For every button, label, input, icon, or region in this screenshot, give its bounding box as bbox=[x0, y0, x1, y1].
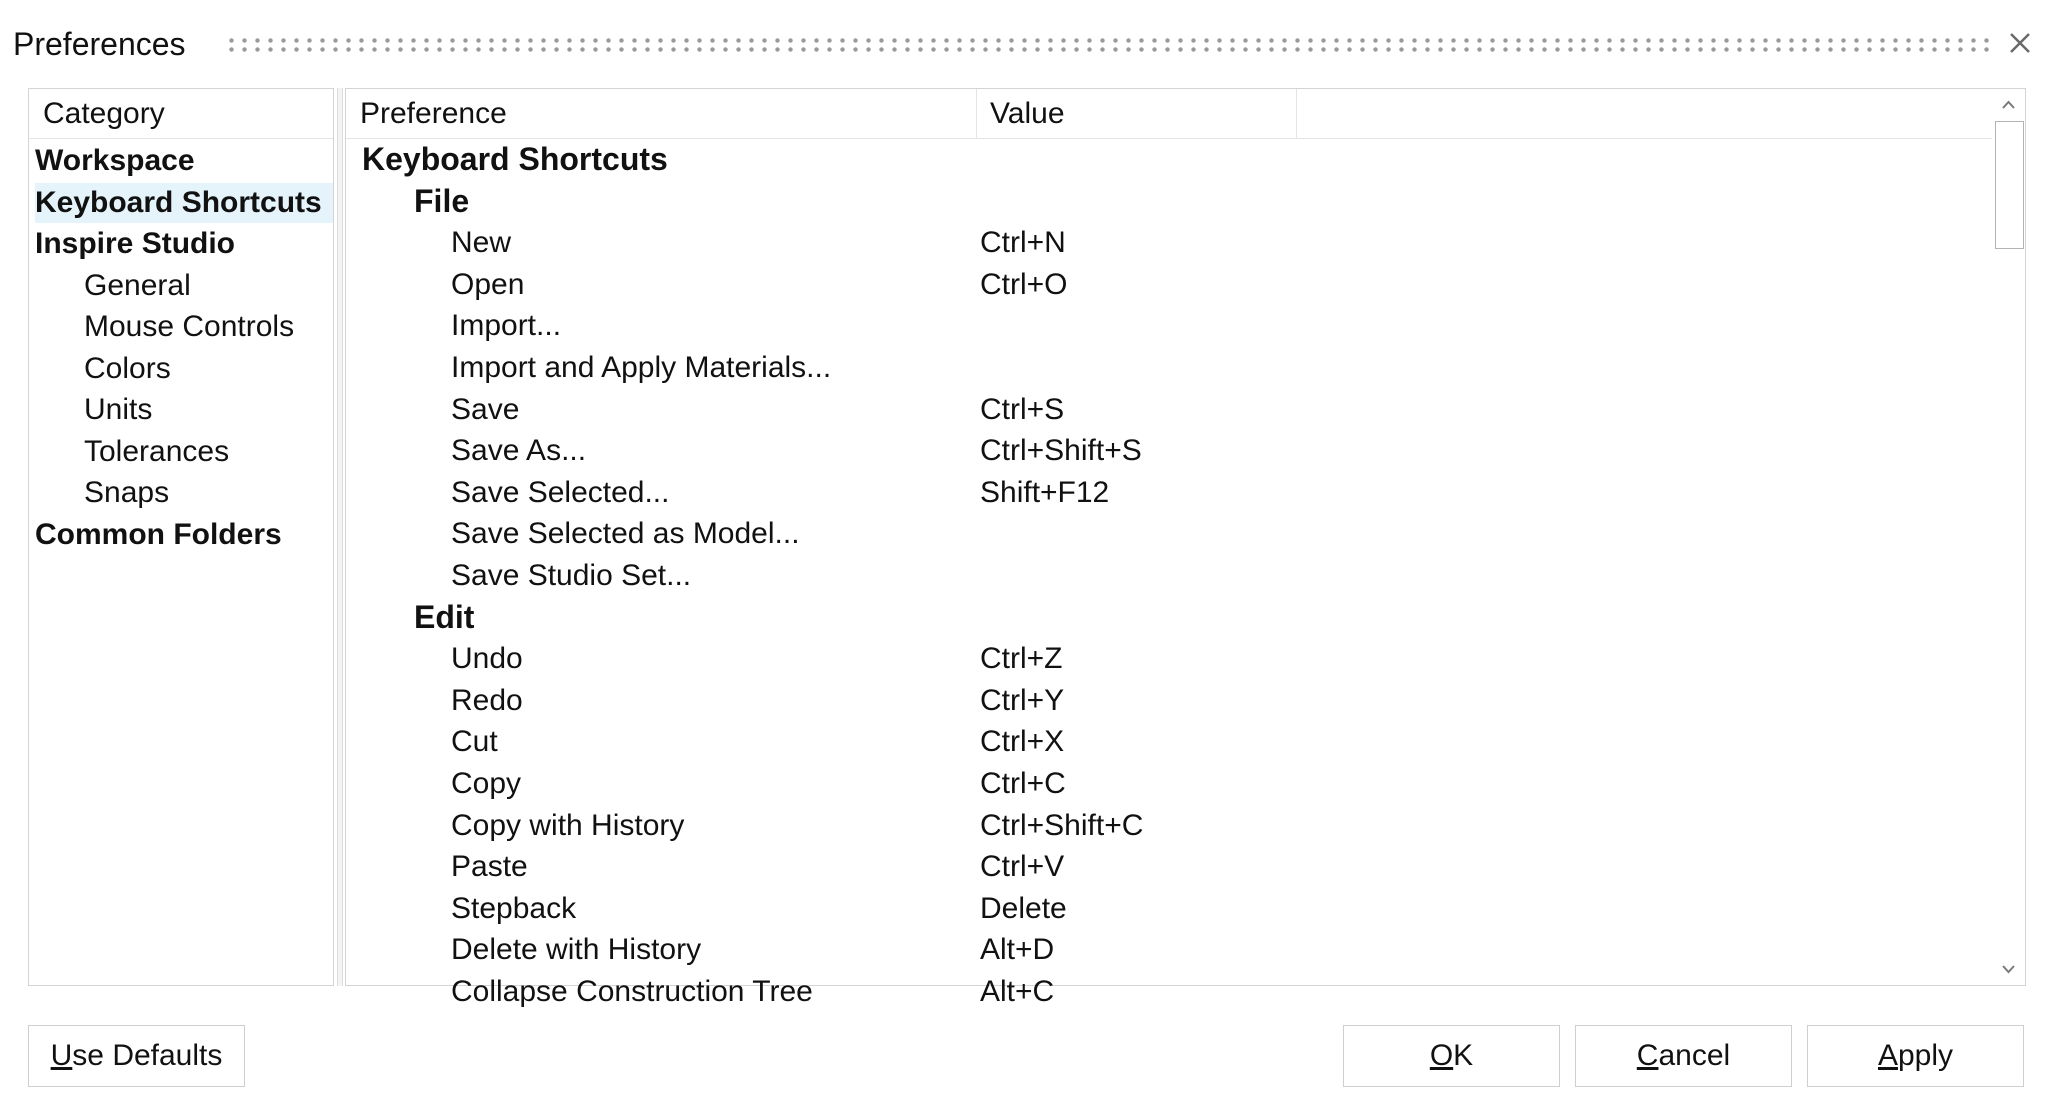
column-header-preference[interactable]: Preference bbox=[346, 89, 977, 138]
shortcut-value[interactable]: Ctrl+Shift+S bbox=[980, 434, 1142, 467]
ok-label: K bbox=[1453, 1039, 1474, 1072]
category-item-inspire-studio[interactable]: Inspire Studio bbox=[35, 227, 236, 260]
cancel-button[interactable] bbox=[1575, 1025, 1792, 1087]
preference-row[interactable] bbox=[346, 805, 1994, 846]
preference-row[interactable] bbox=[346, 638, 1994, 679]
category-item-colors[interactable]: Colors bbox=[84, 352, 171, 385]
preference-row[interactable] bbox=[346, 555, 1994, 596]
use-defaults-label: se Defaults bbox=[72, 1039, 223, 1072]
preference-name: Save Selected... bbox=[451, 476, 670, 509]
preference-row[interactable] bbox=[346, 347, 1994, 388]
category-item-common-folders[interactable]: Common Folders bbox=[35, 518, 282, 551]
category-item-snaps[interactable]: Snaps bbox=[84, 476, 170, 509]
preference-name: Collapse Construction Tree bbox=[451, 975, 813, 1008]
preference-name: Delete with History bbox=[451, 933, 702, 966]
panel-splitter[interactable] bbox=[337, 88, 343, 986]
preference-row[interactable] bbox=[346, 721, 1994, 762]
window-title: Preferences bbox=[13, 26, 186, 62]
preference-name: Redo bbox=[451, 684, 523, 717]
preference-name: Open bbox=[451, 268, 525, 301]
ok-mnemonic: O bbox=[1429, 1039, 1454, 1072]
shortcut-value[interactable]: Alt+C bbox=[980, 975, 1055, 1008]
preference-row[interactable] bbox=[346, 763, 1994, 804]
shortcut-value[interactable]: Ctrl+N bbox=[980, 226, 1066, 259]
shortcut-value[interactable]: Ctrl+Z bbox=[980, 642, 1063, 675]
cancel-label: ancel bbox=[1658, 1039, 1731, 1072]
preference-row[interactable] bbox=[346, 472, 1994, 513]
preference-panel bbox=[345, 88, 2026, 1008]
preference-name: Save bbox=[451, 393, 520, 426]
preference-name: Copy with History bbox=[451, 809, 685, 842]
preference-row[interactable] bbox=[346, 929, 1994, 970]
scroll-up-button[interactable] bbox=[1992, 89, 2025, 119]
preference-name: Save Studio Set... bbox=[451, 559, 692, 592]
shortcut-value[interactable]: Ctrl+O bbox=[980, 268, 1068, 301]
chevron-down-icon bbox=[1992, 955, 2025, 985]
preference-row[interactable] bbox=[346, 971, 1994, 1012]
shortcut-value[interactable]: Ctrl+X bbox=[980, 725, 1065, 758]
shortcut-value[interactable]: Shift+F12 bbox=[980, 476, 1110, 509]
shortcut-value[interactable]: Delete bbox=[980, 892, 1067, 925]
category-item-mouse-controls[interactable]: Mouse Controls bbox=[84, 310, 295, 343]
preference-row[interactable] bbox=[346, 430, 1994, 471]
preference-name: Import and Apply Materials... bbox=[451, 351, 832, 384]
ok-button[interactable] bbox=[1343, 1025, 1560, 1087]
preference-name: New bbox=[451, 226, 512, 259]
preference-name: Import... bbox=[451, 309, 562, 342]
close-button[interactable] bbox=[2003, 24, 2043, 64]
shortcut-value[interactable]: Alt+D bbox=[980, 933, 1055, 966]
apply-button[interactable] bbox=[1807, 1025, 2024, 1087]
preference-section-row[interactable] bbox=[346, 139, 1994, 180]
apply-mnemonic: A bbox=[1877, 1039, 1898, 1072]
preference-group-row[interactable] bbox=[346, 181, 1994, 222]
use-defaults-mnemonic: U bbox=[50, 1039, 73, 1072]
preference-name: Undo bbox=[451, 642, 523, 675]
preference-heading: Edit bbox=[414, 599, 475, 635]
drag-grip[interactable] bbox=[225, 36, 1995, 54]
preference-row[interactable] bbox=[346, 513, 1994, 554]
cancel-mnemonic: C bbox=[1636, 1039, 1659, 1072]
preference-row[interactable] bbox=[346, 389, 1994, 430]
category-item-units[interactable]: Units bbox=[84, 393, 153, 426]
preference-row[interactable] bbox=[346, 680, 1994, 721]
preference-heading: Keyboard Shortcuts bbox=[362, 141, 668, 177]
shortcut-value[interactable]: Ctrl+Y bbox=[980, 684, 1065, 717]
category-header bbox=[29, 89, 333, 139]
preference-name: Cut bbox=[451, 725, 498, 758]
preference-name: Paste bbox=[451, 850, 528, 883]
preference-row[interactable] bbox=[346, 305, 1994, 346]
preference-group-row[interactable] bbox=[346, 597, 1994, 638]
vertical-scrollbar[interactable] bbox=[1992, 89, 2025, 985]
close-icon bbox=[2003, 24, 2043, 64]
preference-name: Stepback bbox=[451, 892, 577, 925]
use-defaults-button[interactable] bbox=[28, 1025, 245, 1087]
category-header-label: Category bbox=[43, 97, 165, 130]
scroll-down-button[interactable] bbox=[1992, 955, 2025, 985]
category-item-workspace[interactable]: Workspace bbox=[35, 144, 195, 177]
chevron-up-icon bbox=[1992, 89, 2025, 119]
preference-row[interactable] bbox=[346, 222, 1994, 263]
shortcut-value[interactable]: Ctrl+Shift+C bbox=[980, 809, 1144, 842]
shortcut-value[interactable]: Ctrl+C bbox=[980, 767, 1066, 800]
preference-name: Copy bbox=[451, 767, 522, 800]
preference-table-body bbox=[346, 139, 1994, 1008]
title-bar[interactable] bbox=[0, 0, 2051, 90]
preference-heading: File bbox=[414, 183, 470, 219]
preference-name: Save As... bbox=[451, 434, 587, 467]
category-item-keyboard-shortcuts[interactable]: Keyboard Shortcuts bbox=[35, 183, 333, 223]
scroll-thumb[interactable] bbox=[1995, 121, 2024, 249]
preference-row[interactable] bbox=[346, 846, 1994, 887]
apply-label: pply bbox=[1897, 1039, 1954, 1072]
shortcut-value[interactable]: Ctrl+V bbox=[980, 850, 1065, 883]
preference-row[interactable] bbox=[346, 264, 1994, 305]
column-header-value[interactable]: Value bbox=[977, 89, 1297, 138]
category-item-general[interactable]: General bbox=[84, 269, 191, 302]
category-panel bbox=[28, 88, 334, 986]
shortcut-value[interactable]: Ctrl+S bbox=[980, 393, 1065, 426]
category-item-tolerances[interactable]: Tolerances bbox=[84, 435, 230, 468]
preference-row[interactable] bbox=[346, 888, 1994, 929]
preference-table-header bbox=[346, 89, 1994, 139]
preference-name: Save Selected as Model... bbox=[451, 517, 800, 550]
